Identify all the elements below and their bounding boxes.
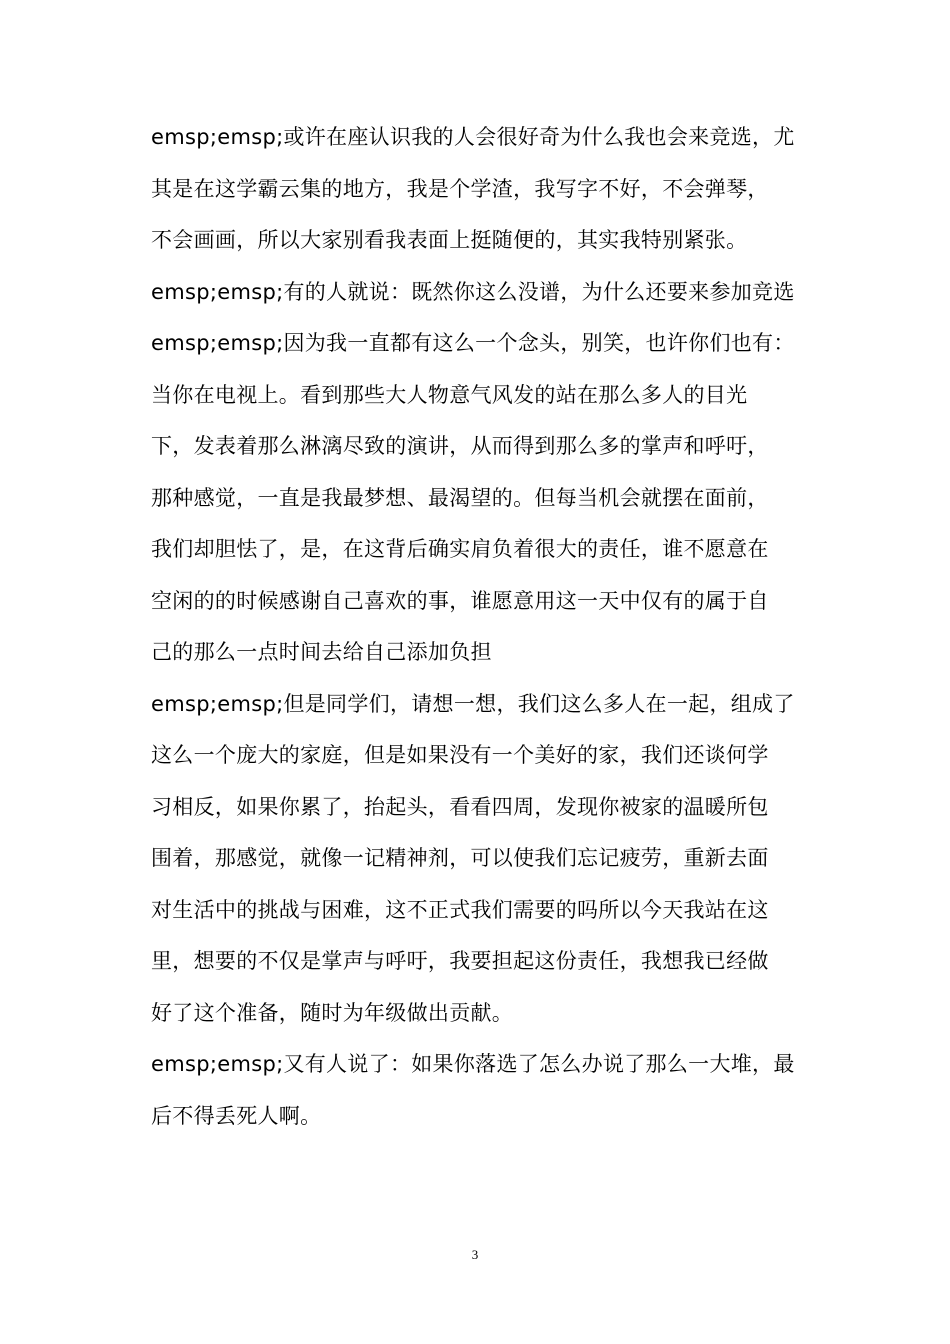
text-line: 己的那么一点时间去给自己添加负担	[151, 640, 492, 664]
text-line: 好了这个准备，随时为年级做出贡献。	[151, 1000, 514, 1025]
text-line: 对生活中的挑战与困难，这不正式我们需要的吗所以今天我站在这	[151, 897, 769, 922]
text-line: 空闲的的时候感谢自己喜欢的事，谁愿意用这一天中仅有的属于自	[151, 588, 769, 613]
text-line: 不会画画，所以大家别看我表面上挺随便的，其实我特别紧张。	[151, 228, 748, 252]
text-line: emsp;emsp;有的人就说：既然你这么没谱，为什么还要来参加竞选	[151, 279, 795, 304]
page-number: 3	[471, 1247, 479, 1262]
body-text	[151, 112, 803, 1142]
text-line: 这么一个庞大的家庭，但是如果没有一个美好的家，我们还谈何学	[151, 743, 769, 767]
text-line: 下，发表着那么淋漓尽致的演讲，从而得到那么多的掌声和呼吁，	[151, 434, 769, 458]
text-line: emsp;emsp;但是同学们，请想一想，我们这么多人在一起，组成了	[151, 691, 795, 716]
text-line: emsp;emsp;或许在座认识我的人会很好奇为什么我也会来竞选，尤	[151, 125, 795, 149]
text-line: 后不得丢死人啊。	[151, 1103, 322, 1128]
text-line: 其是在这学霸云集的地方，我是个学渣，我写字不好，不会弹琴，	[151, 176, 769, 201]
text-line: 习相反，如果你累了，抬起头，看看四周，发现你被家的温暖所包	[151, 794, 769, 819]
text-line: 里，想要的不仅是掌声与呼吁，我要担起这份责任，我想我已经做	[151, 949, 769, 973]
text-line: emsp;emsp;因为我一直都有这么一个念头，别笑，也许你们也有：	[151, 331, 795, 355]
text-line: emsp;emsp;又有人说了：如果你落选了怎么办说了那么一大堆，最	[151, 1052, 795, 1076]
text-line: 那种感觉，一直是我最梦想、最渴望的。但每当机会就摆在面前，	[151, 485, 769, 510]
text-line: 围着，那感觉，就像一记精神剂，可以使我们忘记疲劳，重新去面	[151, 846, 769, 870]
text-line: 当你在电视上。看到那些大人物意气风发的站在那么多人的目光	[151, 382, 748, 407]
text-line: 我们却胆怯了，是，在这背后确实肩负着很大的责任，谁不愿意在	[151, 537, 769, 561]
